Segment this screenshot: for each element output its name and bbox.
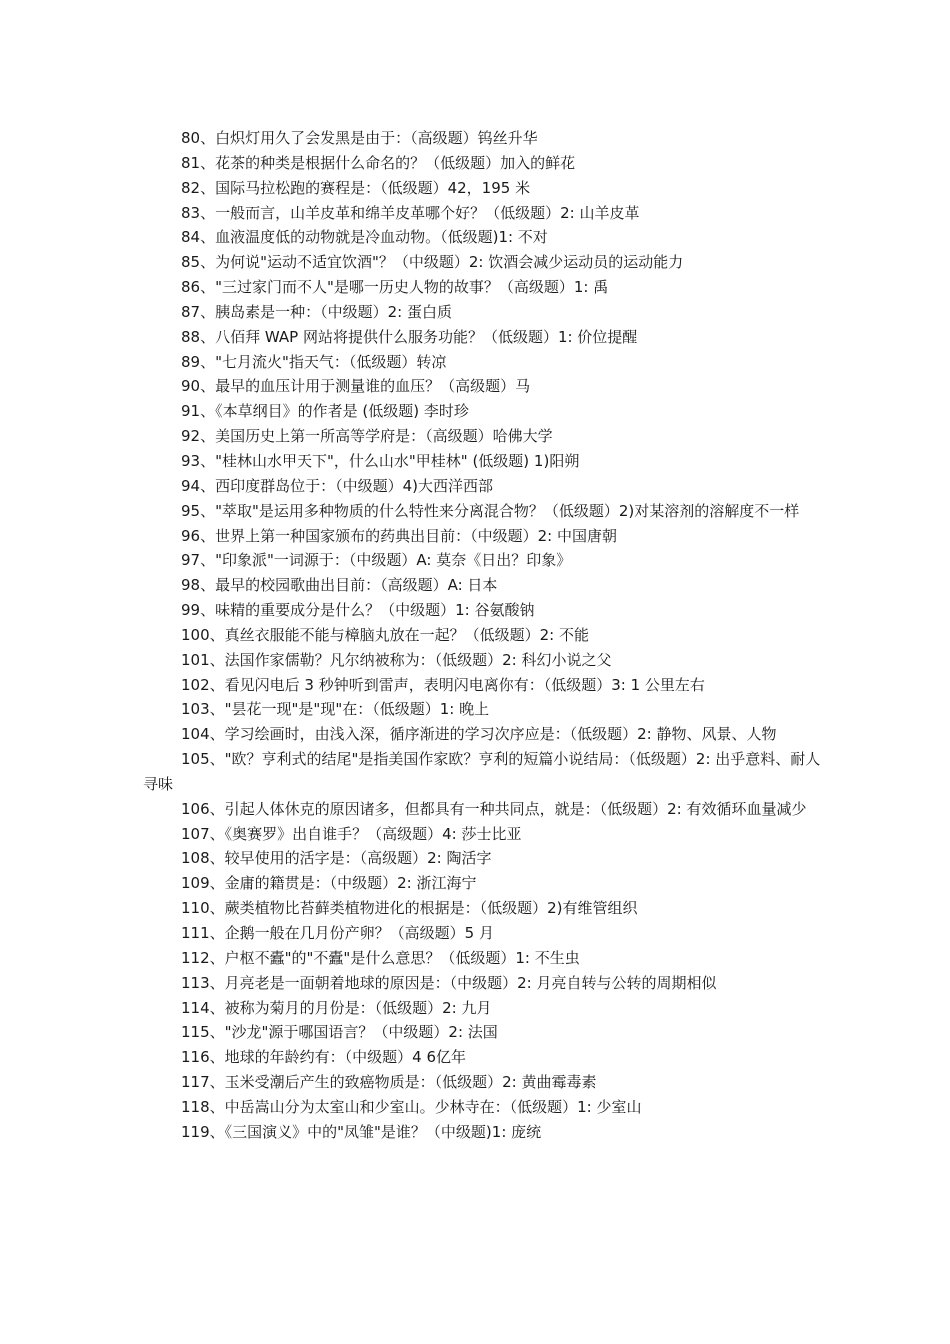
quiz-line: 85、为何说"运动不适宜饮酒"？（中级题）2: 饮酒会减少运动员的运动能力	[181, 253, 684, 272]
quiz-line: 116、地球的年龄约有：（中级题）4 6亿年	[181, 1048, 466, 1067]
quiz-line: 88、八佰拜 WAP 网站将提供什么服务功能？（低级题）1: 价位提醒	[181, 327, 638, 346]
quiz-line: 82、国际马拉松跑的赛程是：（低级题）42，195 米	[181, 178, 531, 197]
quiz-line: 107、《奥赛罗》出自谁手？（高级题）4: 莎士比亚	[181, 824, 522, 843]
quiz-line: 114、被称为菊月的月份是：（低级题）2: 九月	[181, 998, 492, 1017]
quiz-line: 111、企鹅一般在几月份产卵？（高级题）5 月	[181, 924, 494, 942]
quiz-line: 89、"七月流火"指天气：（低级题）转凉	[181, 352, 447, 371]
quiz-line: 112、户枢不蠹"的"不蠹"是什么意思？（低级题）1: 不生虫	[181, 948, 580, 967]
quiz-line: 113、月亮老是一面朝着地球的原因是：（中级题）2: 月亮自转与公转的周期相似	[181, 973, 717, 992]
quiz-line: 97、"印象派"一词源于：（中级题）A: 莫奈《日出？印象》	[181, 551, 572, 570]
quiz-line: 100、真丝衣服能不能与樟脑丸放在一起？（低级题）2: 不能	[181, 625, 589, 644]
quiz-line: 99、味精的重要成分是什么？（中级题）1: 谷氨酸钠	[181, 601, 535, 620]
quiz-line: 109、金庸的籍贯是：（中级题）2: 浙江海宁	[181, 874, 477, 893]
quiz-line: 95、"萃取"是运用多种物质的什么特性来分离混合物？（低级题）2)对某溶剂的溶解度不一样	[181, 501, 800, 520]
quiz-line: 101、法国作家儒勒？凡尔纳被称为：（低级题）2: 科幻小说之父	[181, 650, 612, 669]
quiz-line: 117、玉米受潮后产生的致癌物质是：（低级题）2: 黄曲霉毒素	[181, 1073, 597, 1092]
quiz-line: 92、美国历史上第一所高等学府是：（高级题）哈佛大学	[181, 427, 553, 446]
quiz-line: 81、花茶的种类是根据什么命名的？（低级题）加入的鲜花	[181, 153, 576, 172]
quiz-line: 102、看见闪电后 3 秒钟听到雷声，表明闪电离你有：（低级题）3: 1 公里左右	[181, 675, 705, 694]
quiz-line: 110、蕨类植物比苔藓类植物进化的根据是：（低级题）2)有维管组织	[181, 899, 638, 918]
quiz-line: 115、"沙龙"源于哪国语言？（中级题）2: 法国	[181, 1023, 498, 1042]
quiz-line: 93、"桂林山水甲天下"，什么山水"甲桂林" (低级题) 1)阳朔	[181, 451, 580, 470]
quiz-line: 90、最早的血压计用于测量谁的血压？（高级题）马	[181, 377, 531, 396]
quiz-line: 96、世界上第一种国家颁布的药典出目前：（中级题）2: 中国唐朝	[181, 526, 617, 545]
quiz-line: 94、西印度群岛位于：（中级题）4)大西洋西部	[181, 476, 493, 495]
quiz-line: 119、《三国演义》中的"凤雏"是谁？（中级题)1: 庞统	[181, 1122, 542, 1141]
quiz-line: 108、较早使用的活字是：（高级题）2: 陶活字	[181, 849, 492, 868]
quiz-line: 91、《本草纲目》的作者是 (低级题) 李时珍	[181, 402, 469, 421]
quiz-line: 103、"昙花一现"是"现"在：（低级题）1: 晚上	[181, 700, 490, 719]
quiz-line: 106、引起人体休克的原因诸多，但都具有一种共同点，就是：（低级题）2: 有效循环血量减少	[181, 799, 807, 818]
quiz-line: 80、白炽灯用久了会发黑是由于：（高级题）钨丝升华	[181, 129, 538, 147]
quiz-line: 98、最早的校园歌曲出目前：（高级题）A: 日本	[181, 576, 498, 595]
quiz-line: 104、学习绘画时，由浅入深，循序渐进的学习次序应是：（低级题）2: 静物、风景、人物	[181, 725, 777, 744]
quiz-line: 84、血液温度低的动物就是冷血动物。（低级题)1: 不对	[181, 228, 548, 247]
quiz-line: 118、中岳嵩山分为太室山和少室山。少林寺在：（低级题）1: 少室山	[181, 1097, 642, 1116]
quiz-line: 105、"欧？亨利式的结尾"是指美国作家欧？亨利的短篇小说结局：（低级题）2: 出乎意料、耐人寻味	[143, 750, 821, 793]
quiz-line: 87、胰岛素是一种：（中级题）2: 蛋白质	[181, 302, 452, 321]
quiz-question-list	[143, 126, 823, 1145]
quiz-line: 83、一般而言，山羊皮革和绵羊皮革哪个好？（低级题）2: 山羊皮革	[181, 203, 640, 222]
quiz-line: 86、"三过家门而不人"是哪一历史人物的故事？（高级题）1: 禹	[181, 278, 609, 297]
